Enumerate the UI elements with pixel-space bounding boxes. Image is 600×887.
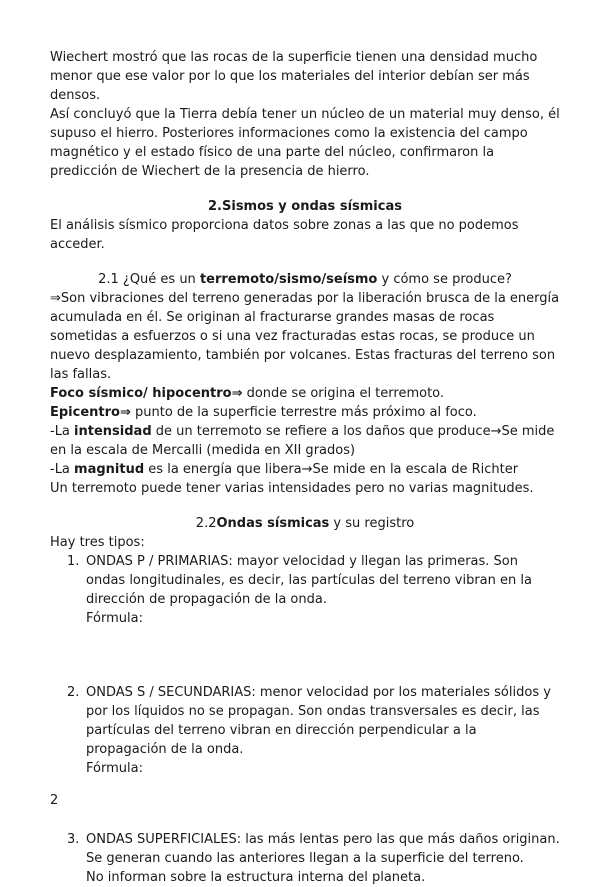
wave-types-list [50,552,560,887]
earthquake-definition: ⇒Son vibraciones del terreno generadas por la liberación brusca de la energía acumulada en él. Se originan al fracturarse grandes masas de rocas sometidas a esfuerzos o si una vez fracturadas estas rocas, se produce un nuevo desplazamiento, también por volcanes. Estas fracturas del terreno son las fallas. [50,291,560,382]
foco-definition: Foco sísmico/ hipocentro⇒ donde se origina el terremoto. [50,386,445,401]
formula-label: Fórmula: [86,761,143,776]
list-item-p-waves: 1. ONDAS P / PRIMARIAS: mayor velocidad y llegan las primeras. Son ondas longitudinales, es decir, las partículas del terreno vibran en la dirección de propagación de la onda. Fórmula: [50,552,560,628]
magnitud-definition: -La magnitud es la energía que libera→Se mide en la escala de Richter [50,462,519,477]
section-2-heading: 2.Sismos y ondas sísmicas [208,199,402,214]
intro-paragraph-2: Así concluyó que la Tierra debía tener un núcleo de un material muy denso, él supuso el hierro. Posteriores informaciones como la existencia del campo magnético y el estado físico de una parte del núcleo, confirmaron la predicción de Wiechert de la presencia de hierro. [50,107,560,179]
intro-paragraph-1: Wiechert mostró que las rocas de la superficie tienen una densidad mucho menor que ese valor por lo que los materiales del interior debían ser más densos. [50,50,538,103]
page-number: 2 [50,793,59,808]
document-page [50,48,560,887]
list-item-surface-waves: 3. ONDAS SUPERFICIALES: las más lentas pero las que más daños originan. Se generan cuando las anteriores llegan a la superficie del terreno. No informan sobre la estructura interna del planeta. [67,832,560,885]
formula-label: Fórmula: [86,611,143,626]
intensity-magnitude-note: Un terremoto puede tener varias intensidades pero no varias magnitudes. [50,481,534,496]
section-2-2-heading: 2.2Ondas sísmicas y su registro [195,516,415,531]
section-2-text: El análisis sísmico proporciona datos sobre zonas a las que no podemos acceder. [50,218,519,252]
epicentro-definition: Epicentro⇒ punto de la superficie terrestre más próximo al foco. [50,405,477,420]
list-item-s-waves: 2. ONDAS S / SECUNDARIAS: menor velocidad por los materiales sólidos y por los líquidos no se propagan. Son ondas transversales es decir, las partículas del terreno vibran en dirección perpendicular a la propagación de la onda. Fórmula: [50,683,560,778]
section-2-1-heading: 2.1 ¿Qué es un terremoto/sismo/seísmo y cómo se produce? [98,272,512,287]
intensidad-definition: -La intensidad de un terremoto se refiere a los daños que produce→Se mide en la escala de Mercalli (medida en XII grados) [50,424,555,458]
wave-types-intro: Hay tres tipos: [50,535,145,550]
